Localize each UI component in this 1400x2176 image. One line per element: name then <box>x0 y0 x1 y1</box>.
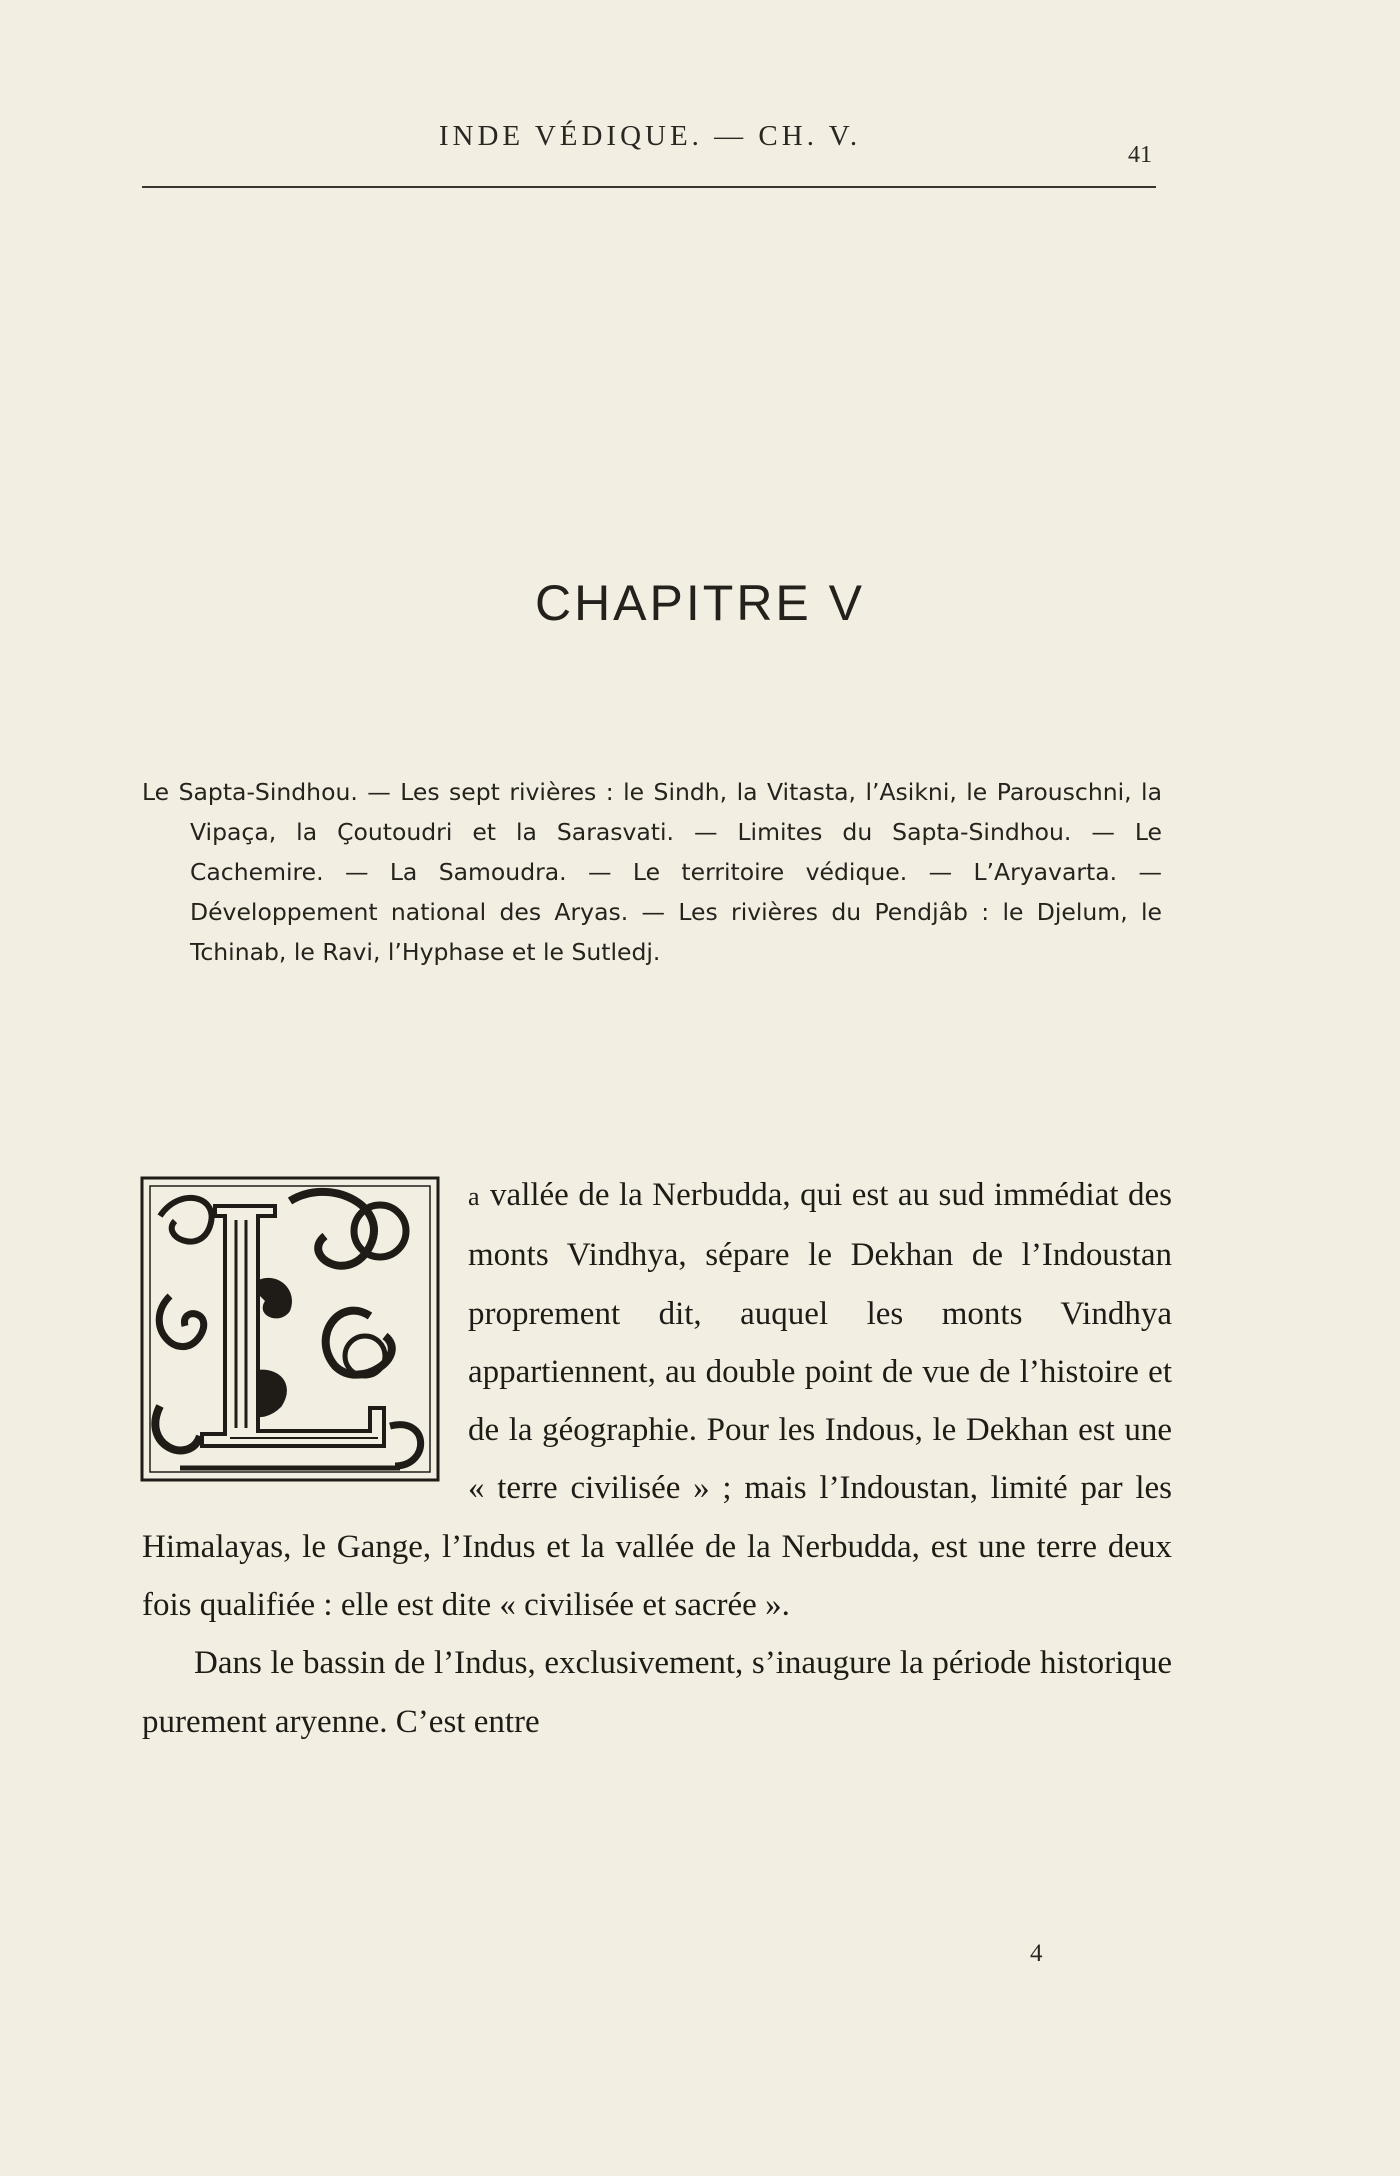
ornamental-initial <box>140 1176 440 1482</box>
chapter-summary <box>142 772 1162 972</box>
body-text <box>142 1166 1172 1751</box>
running-title: INDE VÉDIQUE. — CH. V. <box>438 120 862 152</box>
running-head <box>140 120 1160 168</box>
chapter-title: CHAPITRE V <box>534 574 866 631</box>
header-rule <box>142 186 1156 188</box>
summary-text: Le Sapta-Sindhou. — Les sept rivières : le Sindh, la Vitasta, l’Asikni, le Parouschni, la Vipaça, la Çoutoudri et la Sarasvati. — Limites du Sapta-Sindhou. — Le Cachemire. — La Samoudra. — Le territoire védique. — L’Aryavarta. — Développement national des Aryas. — Les rivières du Pendjâb : le Djelum, le Tchinab, le Ravi, l’Hyphase et le Sutledj. <box>142 778 1162 966</box>
ornamental-initial-l-icon <box>140 1176 440 1482</box>
page-number: 41 <box>1128 142 1152 168</box>
signature-mark: 4 <box>1030 1940 1043 1967</box>
paragraph-1-text: vallée de la Nerbudda, qui est au sud immédiat des monts Vindhya, sépare le Dekhan de l’Indoustan proprement dit, auquel les monts Vindhya appartiennent, au double point de vue de l’histoire et de la géographie. Pour les Indous, le Dekhan est une « terre civilisée » ; mais l’Indoustan, limité par les Himalayas, le Gange, l’Indus et la vallée de la Nerbudda, est une terre deux fois qualifiée : elle est dite « civilisée et sacrée ». <box>142 1177 1173 1624</box>
initial-rest: a <box>468 1182 481 1211</box>
paragraph-2: Dans le bassin de l’Indus, exclusivement, s’inaugure la période historique purement aryenne. C’est entre <box>142 1645 1172 1740</box>
